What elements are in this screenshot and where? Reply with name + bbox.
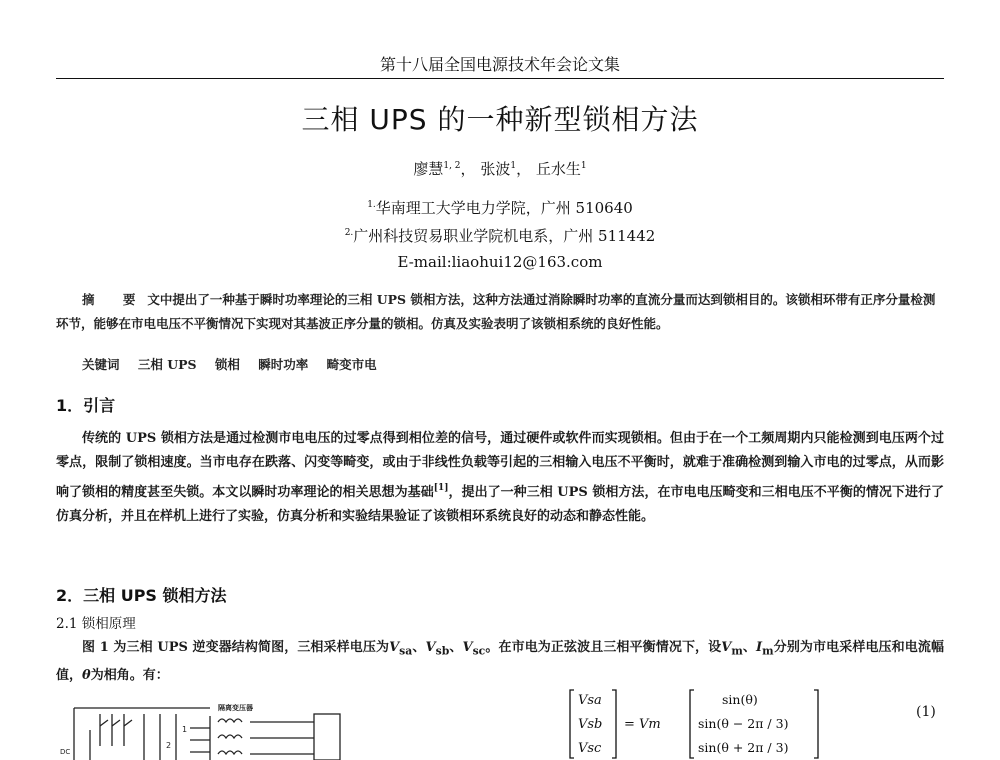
author-name: 廖慧 bbox=[413, 160, 444, 178]
var-vsa: V bbox=[389, 640, 400, 655]
author-sup: 1 bbox=[580, 161, 587, 171]
affiliation-text: 华南理工大学电力学院，广州 510640 bbox=[375, 199, 633, 217]
affiliation-text: 广州科技贸易职业学院机电系，广州 511442 bbox=[353, 227, 656, 245]
var-sub: sb bbox=[435, 644, 450, 658]
var-theta: θ bbox=[82, 667, 91, 683]
keyword: 三相 UPS bbox=[137, 357, 197, 372]
author-name: 张波 bbox=[480, 160, 511, 178]
para-sep: 、 bbox=[449, 640, 463, 655]
equation-number: (1) bbox=[916, 704, 936, 720]
author-sep: ， bbox=[460, 160, 476, 178]
var-sub: m bbox=[762, 644, 774, 658]
section-heading-method: 2．三相 UPS 锁相方法 bbox=[56, 586, 227, 605]
para-text: 。在市电为正弦波且三相平衡情况下，设 bbox=[485, 640, 722, 655]
eq-lhs-vsc: Vsc bbox=[578, 741, 602, 756]
figure-node-label: 2 bbox=[166, 741, 172, 750]
ups-inverter-circuit-figure bbox=[60, 696, 360, 760]
para-sep: 、 bbox=[412, 640, 426, 655]
author-name: 丘水生 bbox=[535, 160, 581, 178]
paper-title: 三相 UPS 的一种新型锁相方法 bbox=[301, 103, 699, 136]
eq-rhs-1: sin(θ) bbox=[722, 692, 758, 707]
keywords bbox=[82, 355, 942, 373]
intro-text-cont: ，提出了一种三相 UPS 锁相方法，在市电电压畸变和三相电压不平衡的情况下进行了仿真分析，并且在样机上进行了实验，仿真分析和实验结果验证了该锁相环系统良好的动态和静态性能。 bbox=[56, 484, 944, 524]
eq-rhs-3: sin(θ + 2π / 3) bbox=[698, 740, 789, 755]
para-text: 为相角。有： bbox=[90, 667, 169, 683]
author-sup: 1 bbox=[510, 161, 517, 171]
eq-lhs-vsb: Vsb bbox=[578, 717, 603, 732]
intro-text: 传统的 UPS 锁相方法是通过检测市电电压的过零点得到相位差的信号，通过硬件或软件而实现锁相。但由于在一个工频周期内只能检测到电压两个过零点，限制了锁相速度。当市电存在跌落、闪变等畸变，或由于非线性负载等引起的三相输入电压不平衡时，就难于准确检测到输入市电的过零点，从而影响了锁相的精度甚至失锁。本文以瞬时功率理论的相关思想为基础 bbox=[56, 431, 944, 500]
figure-dc-label: DC bbox=[60, 748, 71, 756]
header-rule bbox=[56, 78, 944, 79]
subsection-heading: 2.1 锁相原理 bbox=[56, 616, 136, 632]
keyword: 瞬时功率 bbox=[258, 357, 309, 372]
author-sup: 1, 2 bbox=[443, 161, 461, 171]
running-head: 第十八届全国电源技术年会论文集 bbox=[379, 55, 620, 74]
author-email: E-mail:liaohui12@163.com bbox=[397, 253, 603, 271]
affiliation-sup: 1. bbox=[367, 200, 376, 210]
affiliation-1 bbox=[0, 197, 1000, 218]
eq-lhs-vsa: Vsa bbox=[578, 693, 602, 708]
var-im: I bbox=[756, 640, 763, 655]
abstract bbox=[56, 288, 944, 336]
para-text: 分别为市电采样电压和电流幅值， bbox=[56, 640, 944, 683]
var-sub: sa bbox=[399, 644, 413, 658]
eq-equals-vm: = Vm bbox=[624, 717, 661, 732]
keyword: 锁相 bbox=[214, 357, 240, 372]
citation-ref: [1] bbox=[433, 482, 449, 493]
keywords-label: 关键词 bbox=[82, 357, 120, 372]
intro-paragraph bbox=[56, 427, 944, 529]
para-sep: 、 bbox=[742, 640, 757, 655]
para-text: 图 1 为三相 UPS 逆变器结构简图，三相采样电压为 bbox=[82, 640, 390, 655]
affiliation-2 bbox=[0, 225, 1000, 246]
abstract-label: 摘 要 bbox=[82, 292, 148, 307]
var-sub: m bbox=[731, 644, 743, 658]
equation-1 bbox=[568, 686, 868, 760]
principle-paragraph bbox=[56, 636, 944, 688]
var-vsb: V bbox=[425, 640, 436, 655]
author-sep: ， bbox=[516, 160, 532, 178]
var-sub: sc bbox=[472, 644, 486, 658]
var-vsc: V bbox=[462, 640, 473, 655]
author-line bbox=[0, 158, 1000, 179]
section-heading-introduction: 1．引言 bbox=[56, 396, 116, 415]
eq-rhs-2: sin(θ − 2π / 3) bbox=[698, 716, 789, 731]
var-vm: V bbox=[721, 640, 732, 655]
keyword: 畸变市电 bbox=[326, 357, 377, 372]
abstract-text: 文中提出了一种基于瞬时功率理论的三相 UPS 锁相方法，这种方法通过消除瞬时功率的直流分量而达到锁相目的。该锁相环带有正序分量检测环节，能够在市电电压不平衡情况下实现对其基波正序分量的锁相。仿真及实验表明了该锁相系统的良好性能。 bbox=[56, 292, 936, 331]
affiliation-sup: 2. bbox=[344, 228, 354, 238]
figure-node-label: 1 bbox=[182, 725, 188, 734]
figure-box-label: 隔离变压器 bbox=[218, 704, 253, 712]
